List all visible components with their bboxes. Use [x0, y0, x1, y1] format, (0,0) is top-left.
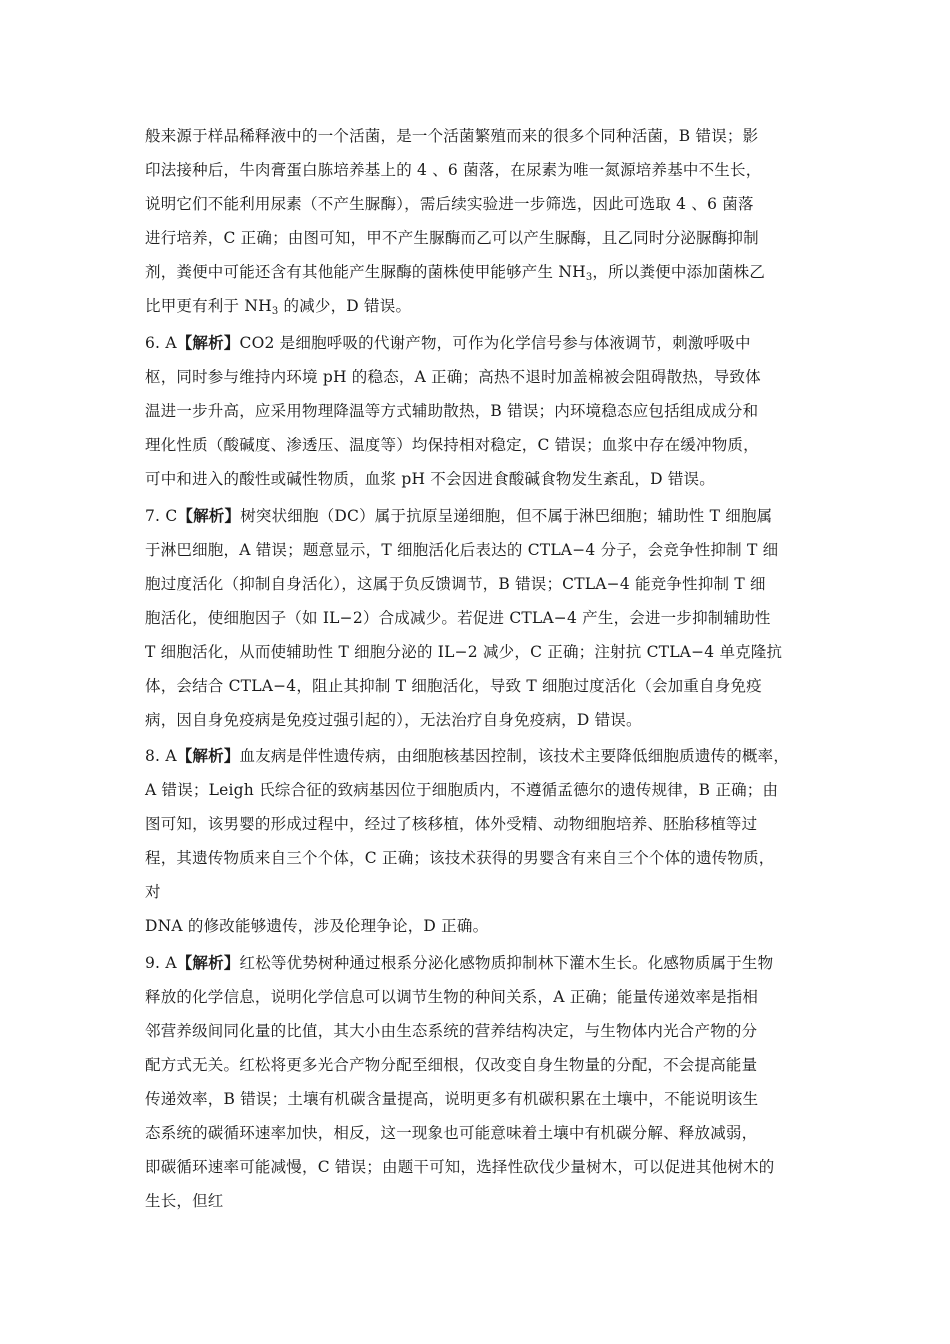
text-segment: CO2 是细胞呼吸的代谢产物，可作为化学信号参与体液调节，刺激呼吸中	[239, 334, 751, 352]
text-line: 说明它们不能利用尿素（不产生脲酶），需后续实验进一步筛选，因此可选取 4 、6 菌落	[145, 195, 754, 213]
text-line: 态系统的碳循环速率加快，相反，这一现象也可能意味着土壤中有机碳分解、释放减弱，	[145, 1124, 758, 1142]
text-line: 生长，但红	[145, 1192, 224, 1210]
text-line: A 错误；Leigh 氏综合征的致病基因位于细胞质内，不遵循孟德尔的遗传规律，B 正确；由	[145, 781, 779, 799]
analysis-tag: 【解析】	[176, 333, 240, 352]
text-line: 邻营养级间同化量的比值，其大小由生态系统的营养结构决定，与生物体内光合产物的分	[145, 1022, 758, 1040]
text-line: 病，因自身免疫病是免疫过强引起的），无法治疗自身免疫病，D 错误。	[145, 711, 642, 729]
answer-number: 8. A	[145, 747, 177, 765]
answer-number: 9. A	[145, 954, 177, 972]
text-line: 即碳循环速率可能减慢，C 错误；由题干可知，选择性砍伐少量树木，可以促进其他树木的	[145, 1158, 775, 1176]
text-line: 进行培养，C 正确；由图可知，甲不产生脲酶而乙可以产生脲酶，且乙同时分泌脲酶抑制	[145, 229, 759, 247]
text-line: 传递效率，B 错误；土壤有机碳含量提高，说明更多有机碳积累在土壤中，不能说明该生	[145, 1090, 759, 1108]
text-line: 程，其遗传物质来自三个个体，C 正确；该技术获得的男婴含有来自三个个体的遗传物质，	[145, 849, 775, 867]
text-line: 配方式无关。红松将更多光合产物分配至细根，仅改变自身生物量的分配，不会提高能量	[145, 1056, 758, 1074]
text-segment: 剂，粪便中可能还含有其他能产生脲酶的菌株使甲能够产生 NH	[145, 263, 586, 281]
text-line: 温进一步升高，应采用物理降温等方式辅助散热，B 错误；内环境稳态应包括组成成分和	[145, 402, 759, 420]
answer-9-first-line	[145, 953, 773, 973]
text-line: DNA 的修改能够遗传，涉及伦理争论，D 正确。	[145, 917, 489, 935]
answer-8-first-line	[145, 746, 789, 766]
answer-7-first-line	[145, 506, 772, 526]
text-line: 理化性质（酸碱度、渗透压、温度等）均保持相对稳定，C 错误；血浆中存在缓冲物质，	[145, 436, 759, 454]
text-segment: ，所以粪便中添加菌株乙	[592, 263, 766, 281]
text-line	[145, 262, 765, 282]
text-line: 图可知，该男婴的形成过程中，经过了核移植，体外受精、动物细胞培养、胚胎移植等过	[145, 815, 758, 833]
text-line: 印法接种后，牛肉膏蛋白胨培养基上的 4 、6 菌落，在尿素为唯一氮源培养基中不生长，	[145, 161, 762, 179]
text-segment: 的减少，D 错误。	[278, 297, 412, 315]
answer-6-first-line	[145, 333, 751, 353]
text-segment: 比甲更有利于 NH	[145, 297, 272, 315]
text-line: 释放的化学信息，说明化学信息可以调节生物的种间关系，A 正确；能量传递效率是指相	[145, 988, 759, 1006]
text-line: 枢，同时参与维持内环境 pH 的稳态，A 正确；高热不退时加盖棉被会阻碍散热，导致体	[145, 368, 761, 386]
text-line: 对	[145, 883, 161, 901]
answer-number: 6. A	[145, 334, 177, 352]
text-segment: 血友病是伴性遗传病，由细胞核基因控制，该技术主要降低细胞质遗传的概率，	[239, 747, 790, 765]
text-line: 般来源于样品稀释液中的一个活菌，是一个活菌繁殖而来的很多个同种活菌，B 错误；影	[145, 127, 759, 145]
subscript: 3	[585, 272, 593, 283]
text-line: 于淋巴细胞，A 错误；题意显示，T 细胞活化后表达的 CTLA−4 分子，会竞争性抑制 T 细	[145, 541, 779, 559]
subscript: 3	[271, 306, 279, 317]
text-line: T 细胞活化，从而使辅助性 T 细胞分泌的 IL−2 减少，C 正确；注射抗 CTLA−4 单克隆抗	[145, 643, 783, 661]
text-segment: 红松等优势树种通过根系分泌化感物质抑制林下灌木生长。化感物质属于生物	[239, 954, 774, 972]
analysis-tag: 【解析】	[176, 953, 240, 972]
text-line: 胞过度活化（抑制自身活化），这属于负反馈调节，B 错误；CTLA−4 能竞争性抑制 T 细	[145, 575, 766, 593]
analysis-tag: 【解析】	[176, 746, 240, 765]
text-line: 体，会结合 CTLA−4，阻止其抑制 T 细胞活化，导致 T 细胞过度活化（会加重自身免疫	[145, 677, 762, 695]
text-line: 可中和进入的酸性或碱性物质，血浆 pH 不会因进食酸碱食物发生紊乱，D 错误。	[145, 470, 715, 488]
text-segment: 树突状细胞（DC）属于抗原呈递细胞，但不属于淋巴细胞；辅助性 T 细胞属	[240, 507, 773, 525]
text-line	[145, 296, 411, 316]
analysis-tag: 【解析】	[177, 506, 241, 525]
text-line: 胞活化，使细胞因子（如 IL−2）合成减少。若促进 CTLA−4 产生，会进一步抑制辅助性	[145, 609, 771, 627]
answer-number: 7. C	[145, 507, 178, 525]
